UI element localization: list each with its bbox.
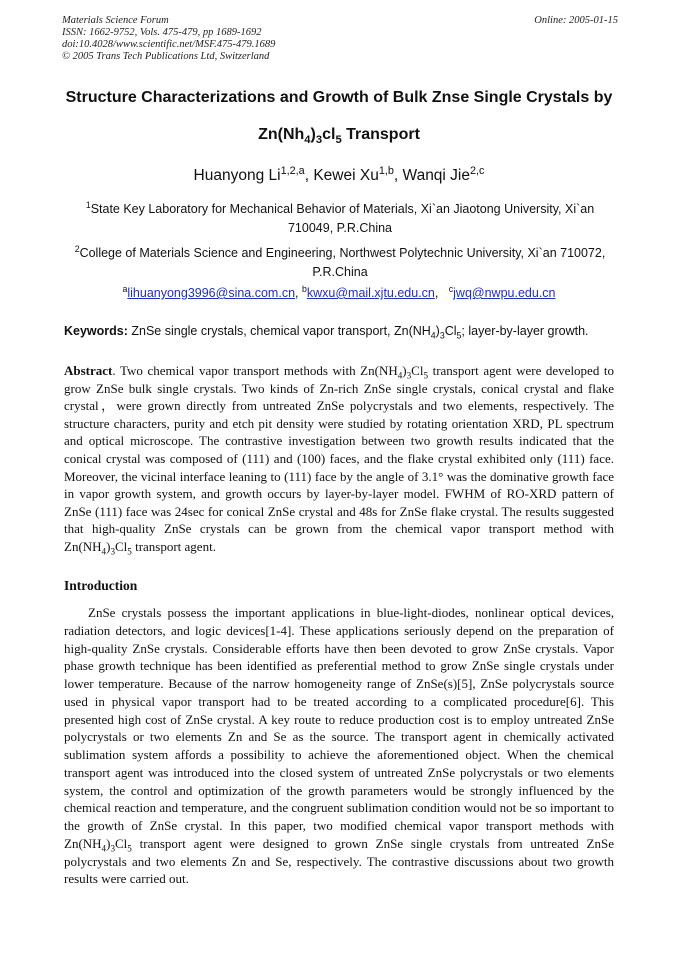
online-date: Online: 2005-01-15 xyxy=(534,15,618,26)
email-link[interactable]: kwxu@mail.xjtu.edu.cn xyxy=(306,286,435,300)
paper-title-line-2: $Zn(Nh_4)_3cl_5$ Transport xyxy=(258,126,420,147)
keywords: Keywords: ZnSe single crystals, chemical vapor transport, $Zn(NH_4)_3Cl_5$; layer-by-layer growth. xyxy=(64,324,589,341)
journal-name: Materials Science Forum xyxy=(62,15,169,26)
affiliation-2: $^2$College of Materials Science and Engineering, Northwest Polytechnic University, Xi`an 710072, P.R.China xyxy=(74,243,606,279)
author-emails: $^a$lihuanyong3996@sina.com.cn, $^b$kwxu@mail.xjtu.edu.cn, $^c$jwq@nwpu.edu.cn xyxy=(122,283,556,300)
email-link[interactable]: lihuanyong3996@sina.com.cn xyxy=(127,286,296,300)
publication-header xyxy=(62,15,618,63)
paper-title-line-1: Structure Characterizations and Growth of Bulk Znse Single Crystals by xyxy=(65,89,613,106)
author-name: Kewei Xu xyxy=(313,167,379,184)
abstract: Abstract. Two chemical vapor transport methods with $Zn(NH_4)_3Cl_5$ transport agent were developed to grow ZnSe bulk single crystals. Two kinds of Zn-rich ZnSe single crystals, conical crystal and flake crystal，were grown directly from untreated ZnSe polycrystals and two elements, respectively. The structure characters, purity and etch pit density were studied by rotating orientation XRD, PL spectrum and optical microscope. The contrastive investigation between two growth results indicated that the conical crystal was composed of (111) and (100) faces, and the flake crystal exhibited only (111) face. Moreover, the vicinal interface leaning to (111) face by the angle of 3.1° was the dominative growth face in vapor growth system, and growth occurs by layer-by-layer model. FWHM of RO-XRD pattern of ZnSe (111) face was 24sec for conical ZnSe crystal and 48s for ZnSe flake crystal. The results suggested that high-quality ZnSe crystals can be grown from the chemical vapor transport method with $Zn(NH_4)_3Cl_5$ transport agent. xyxy=(64,363,615,557)
author-name: Huanyong Li xyxy=(193,167,281,184)
abstract-label: Abstract xyxy=(64,363,113,378)
keywords-label: Keywords: xyxy=(64,324,128,338)
author-affiliation-mark: 1,2,a xyxy=(280,164,305,177)
doi-line: doi:10.4028/www.scientific.net/MSF.475-479.1689 xyxy=(62,39,276,50)
author-list: Huanyong Li$^{1,2,a}$, Kewei Xu$^{1,b}$, Wanqi Jie$^{2,c}$ xyxy=(193,164,485,184)
email-link[interactable]: jwq@nwpu.edu.cn xyxy=(453,286,556,300)
section-heading-introduction: Introduction xyxy=(64,578,138,593)
author-name: Wanqi Jie xyxy=(402,167,470,184)
author-affiliation-mark: 2,c xyxy=(470,164,485,177)
author-affiliation-mark: 1,b xyxy=(378,164,394,177)
copyright-line: © 2005 Trans Tech Publications Ltd, Switzerland xyxy=(62,51,270,62)
issn-line: ISSN: 1662-9752, Vols. 475-479, pp 1689-1692 xyxy=(62,27,262,38)
affiliation-1: $^1$State Key Laboratory for Mechanical Behavior of Materials, Xi`an Jiaotong University, Xi`an 710049, P.R.China xyxy=(85,199,595,235)
introduction-paragraph: ZnSe crystals possess the important applications in blue-light-diodes, nonlinear optical devices, radiation detectors, and logic devices[1-4]. These applications seriously depend on the preparation of high-quality ZnSe crystals. Considerable efforts have then been devoted to grow ZnSe crystals. Vapor phase growth technique has been identified as preferential method to grow ZnSe single crystals under lower temperature. Because of the narrow homogeneity range of ZnSe(s)[5], ZnSe polycrystals source used in physical vapor transport had to be treated according to a complicated procedure[6]. This presented high cost of ZnSe crystal. A key route to reduce production cost is to employ untreated ZnSe polycrystals or two elements Zn and Se as the source. The transport agent in chemically activated sublimation system affords a possibility to achieve the aforementioned object. When the chemical transport agent was introduced into the closed system of untreated ZnSe polycrystals or two elements system, the control and optimization of the growth parameters would be strongly influenced by the chemical reaction and temperature, and the congruent sublimation condition would not be so important to the growth of ZnSe crystal. In this paper, two modified chemical vapor transport methods with $Zn(NH_4)_3Cl_5$ transport agent were designed to grown ZnSe single crystals from untreated ZnSe polycrystals and two elements Zn and Se, respectively. The contrastive discussions about two growth results were carried out. xyxy=(64,605,614,887)
